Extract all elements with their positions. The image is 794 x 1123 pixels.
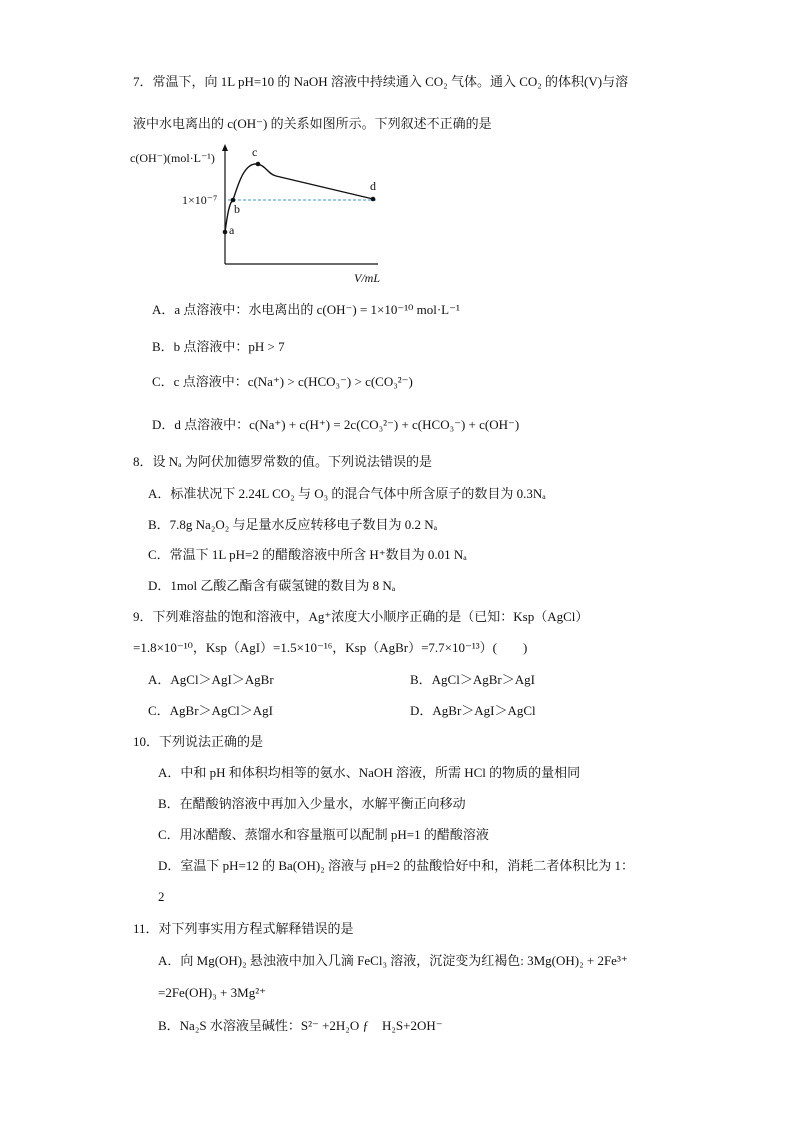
q11-option-a-line2: =2Fe(OH)₃ + 3Mg²⁺ [158,985,266,1000]
y-axis-label: c(OH⁻)(mol·L⁻¹) [130,151,215,165]
label-b: b [234,202,240,216]
q7-option-a: A．a 点溶液中：水电离出的 c(OH⁻) = 1×10⁻¹⁰ mol·L⁻¹ [152,302,460,317]
q9-option-b: B．AgCl＞AgBr＞AgI [410,672,535,687]
q7-option-c: C．c 点溶液中：c(Na⁺) > c(HCO₃⁻) > c(CO₃²⁻) [152,374,413,389]
point-a [223,230,228,235]
q7-graph [130,140,390,290]
q10-option-d-line2: 2 [158,889,165,904]
x-axis-label: V/mL [354,271,381,285]
q9-option-c: C．AgBr＞AgCl＞AgI [148,703,273,718]
q7-option-b: B．b 点溶液中：pH > 7 [152,339,285,354]
label-a: a [229,223,235,237]
reference-label: 1×10⁻⁷ [182,193,218,207]
q7-stem-line1: 7．常温下，向 1L pH=10 的 NaOH 溶液中持续通入 CO₂ 气体。通入 CO₂ 的体积(V)与溶 [133,74,629,89]
q10-stem: 10．下列说法正确的是 [133,734,264,749]
q8-stem: 8．设 Nₐ 为阿伏加德罗常数的值。下列说法错误的是 [133,454,432,469]
label-c: c [252,145,258,159]
q8-option-b: B．7.8g Na₂O₂ 与足量水反应转移电子数目为 0.2 Nₐ [148,517,438,532]
q7-stem-line2: 液中水电离出的 c(OH⁻) 的关系如图所示。下列叙述不正确的是 [133,116,492,131]
q7-option-d: D．d 点溶液中：c(Na⁺) + c(H⁺) = 2c(CO₃²⁻) + c(HCO₃⁻) + c(OH⁻) [152,417,520,432]
q10-option-c: C．用冰醋酸、蒸馏水和容量瓶可以配制 pH=1 的醋酸溶液 [158,827,489,842]
point-d [371,197,376,202]
y-axis-arrow [222,144,228,151]
q8-option-d: D．1mol 乙酸乙酯含有碳氢键的数目为 8 Nₐ [148,578,396,593]
q10-option-a: A．中和 pH 和体积均相等的氨水、NaOH 溶液，所需 HCl 的物质的量相同 [158,765,581,780]
curve [225,164,373,232]
q10-option-b: B．在醋酸钠溶液中再加入少量水，水解平衡正向移动 [158,796,466,811]
q11-stem: 11．对下列事实用方程式解释错误的是 [133,921,354,936]
q10-option-d-line1: D．室温下 pH=12 的 Ba(OH)₂ 溶液与 pH=2 的盐酸恰好中和，消耗二者体积比为 1： [158,858,634,873]
q9-option-d: D．AgBr＞AgI＞AgCl [410,703,536,718]
q11-option-b: B．Na₂S 水溶液呈碱性：S²⁻ +2H₂O ƒ H₂S+2OH⁻ [158,1018,443,1033]
q11-option-a-line1: A．向 Mg(OH)₂ 悬浊液中加入几滴 FeCl₃ 溶液，沉淀变为红褐色: 3Mg(OH)₂ + 2Fe³⁺ [158,953,628,968]
q8-option-a: A．标准状况下 2.24L CO₂ 与 O₃ 的混合气体中所含原子的数目为 0.3Nₐ [148,486,546,501]
label-d: d [370,179,376,193]
q9-stem-line1: 9．下列难溶盐的饱和溶液中，Ag⁺浓度大小顺序正确的是（已知：Ksp（AgCl） [133,609,589,624]
q9-option-a: A．AgCl＞AgI＞AgBr [148,672,274,687]
q9-stem-line2: =1.8×10⁻¹⁰，Ksp（AgI）=1.5×10⁻¹⁶，Ksp（AgBr）=7.7×10⁻¹³）( ) [133,640,528,655]
point-c [256,162,261,167]
q8-option-c: C．常温下 1L pH=2 的醋酸溶液中所含 H⁺数目为 0.01 Nₐ [148,547,467,562]
